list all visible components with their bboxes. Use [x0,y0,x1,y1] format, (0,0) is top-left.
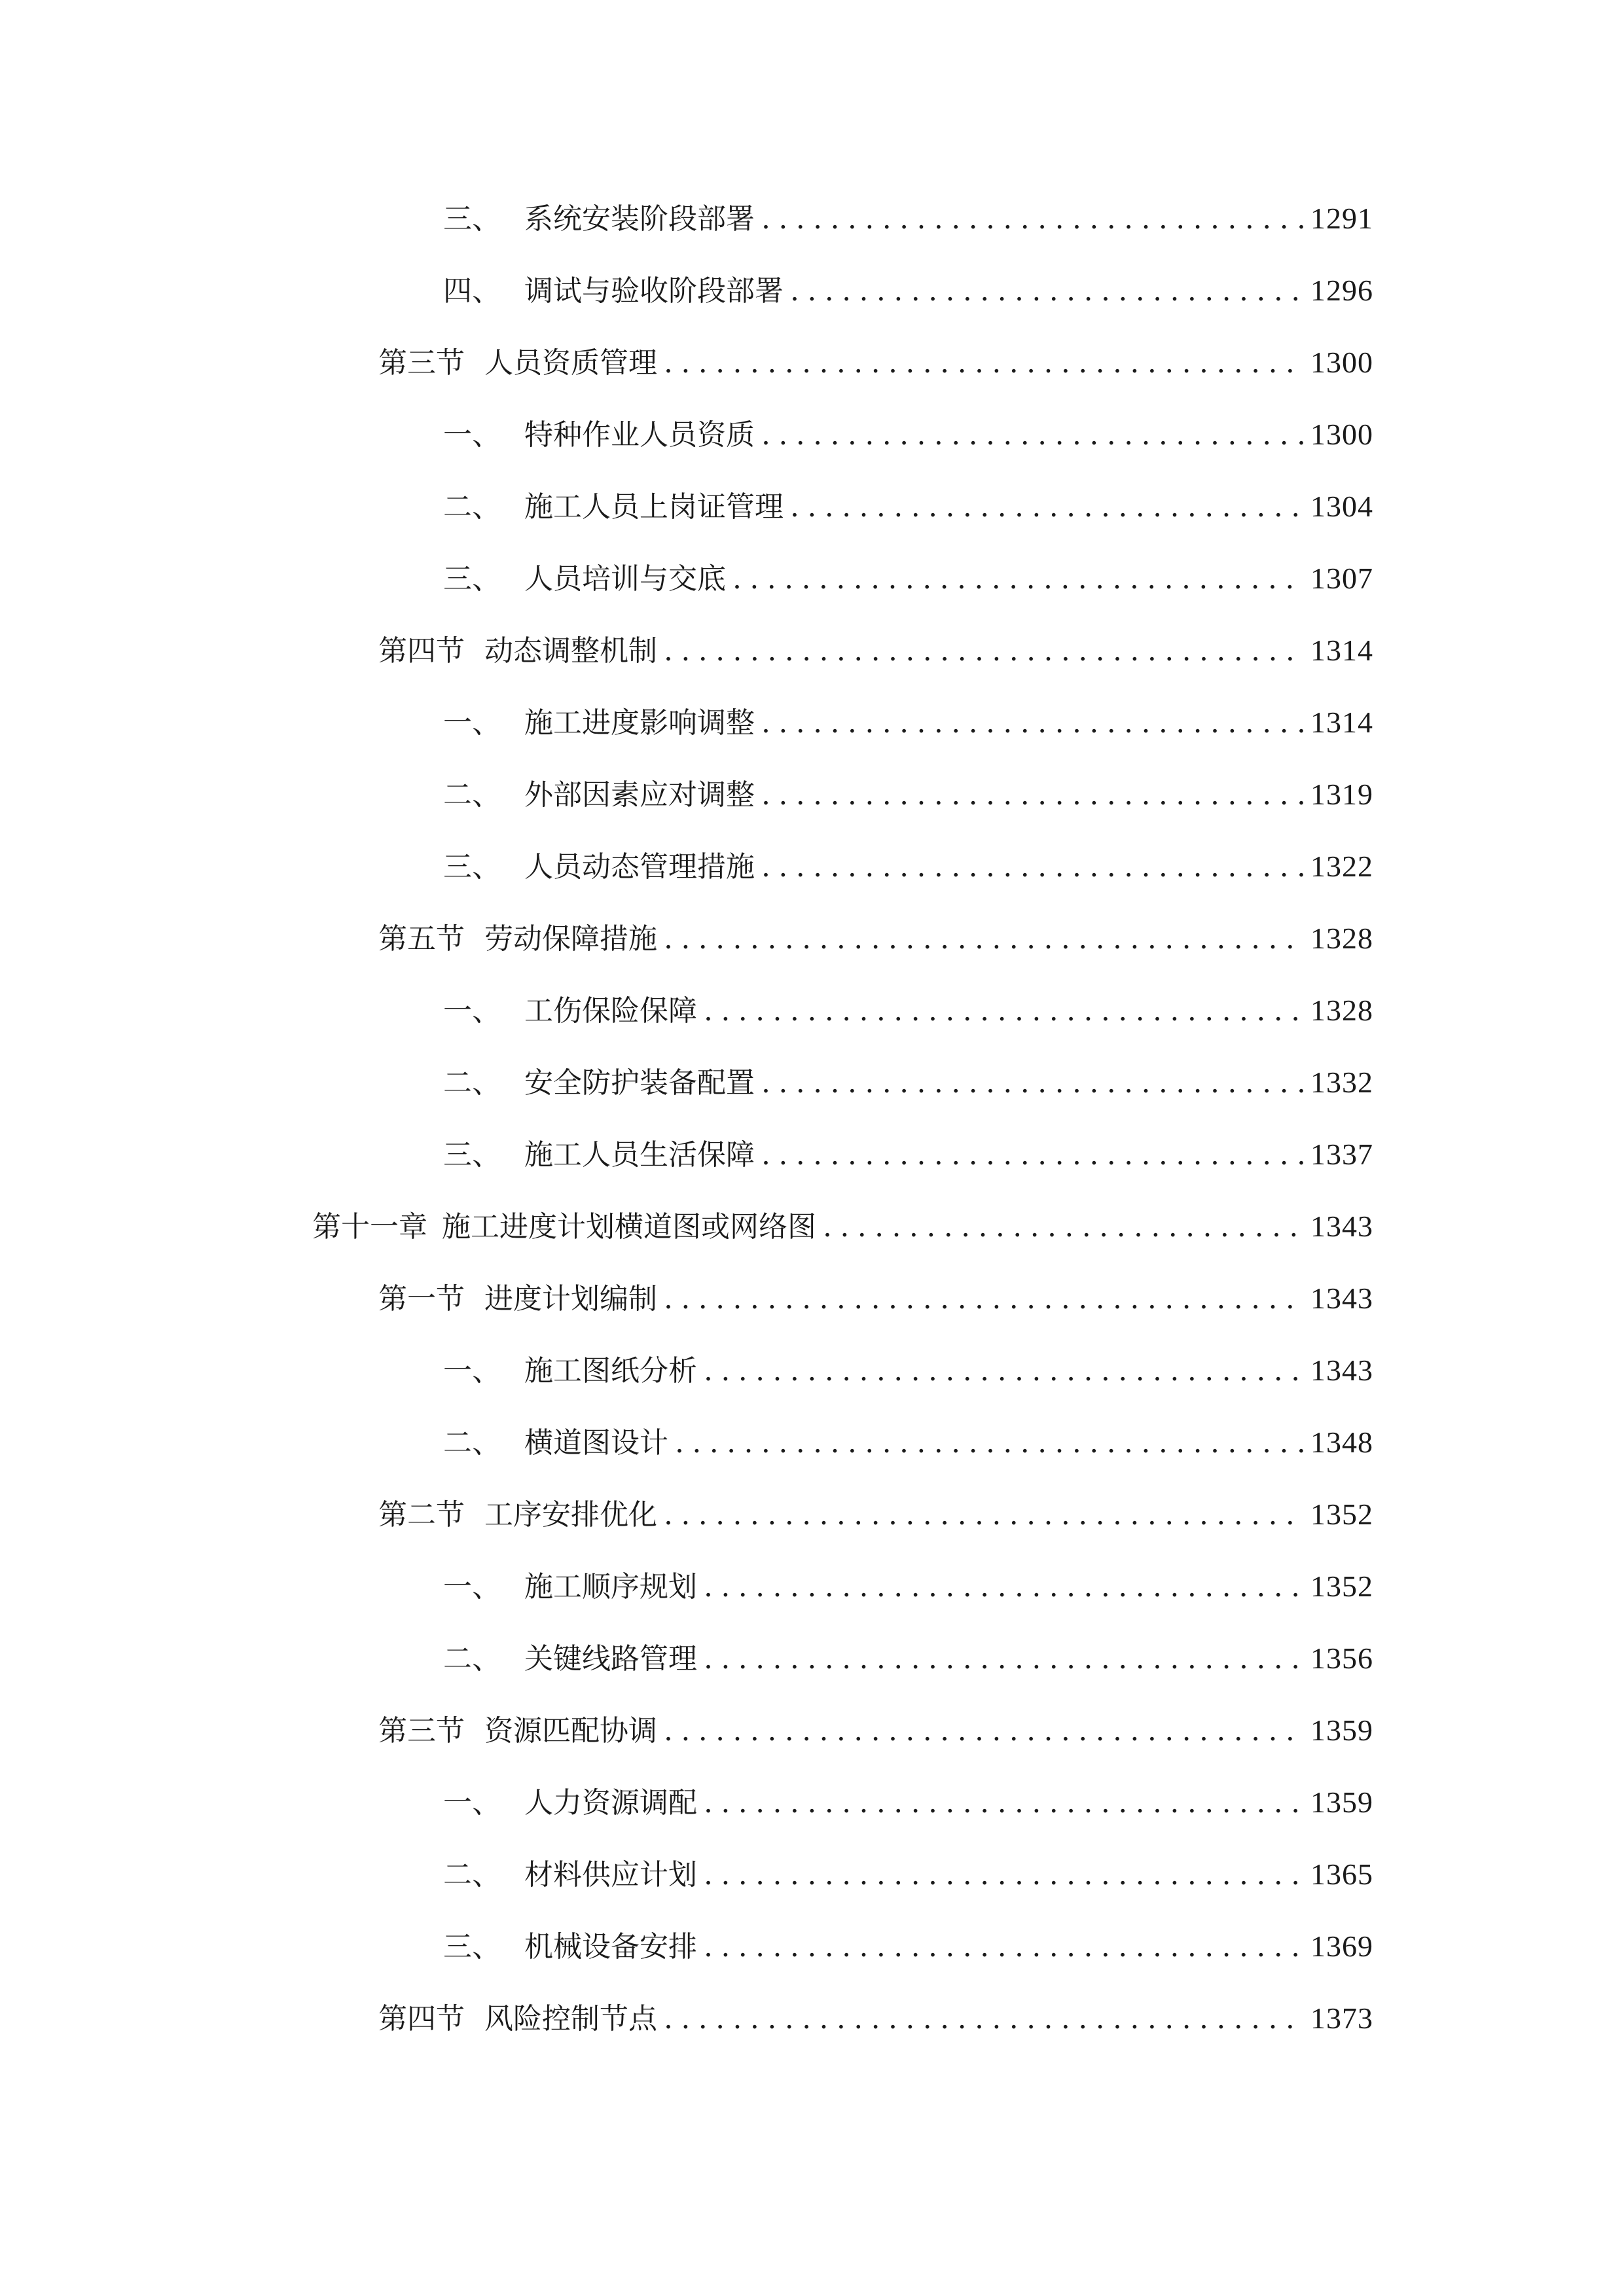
toc-entry[interactable] [378,916,1373,961]
dot-leader [761,700,1304,746]
entry-number: 二、 [443,1066,501,1100]
entry-number: 一、 [443,706,501,740]
entry-number: 三、 [443,850,501,884]
entry-number: 三、 [443,202,501,236]
entry-page-number: 1369 [1310,1929,1373,1963]
dot-leader [664,340,1304,386]
dot-leader [664,1492,1304,1538]
toc-entry[interactable] [443,1420,1373,1465]
entry-number: 第二节 [378,1498,465,1532]
entry-page-number: 1373 [1310,2001,1373,2035]
entry-title: 特种作业人员资质 [524,418,755,452]
entry-number: 一、 [443,418,501,452]
entry-page-number: 1304 [1310,490,1373,523]
entry-number: 第十一章 [312,1210,427,1244]
dot-leader [704,1564,1304,1610]
entry-page-number: 1343 [1310,1354,1373,1387]
entry-title: 进度计划编制 [484,1282,657,1316]
entry-number: 第三节 [378,1714,465,1748]
dot-leader [761,1132,1304,1178]
dot-leader [664,916,1304,962]
entry-title: 施工顺序规划 [524,1570,697,1604]
dot-leader [704,1348,1304,1394]
toc-entry[interactable] [443,700,1373,745]
entry-number: 第一节 [378,1282,465,1316]
entry-page-number: 1319 [1310,778,1373,811]
entry-page-number: 1365 [1310,1857,1373,1891]
entry-title: 施工人员上岗证管理 [524,490,784,524]
entry-title: 机械设备安排 [524,1930,697,1964]
toc-entry[interactable] [378,1276,1373,1321]
dot-leader [704,1780,1304,1826]
entry-number: 一、 [443,1354,501,1388]
entry-title: 施工人员生活保障 [524,1138,755,1172]
toc-entry[interactable] [443,412,1373,457]
toc-entry[interactable] [443,1132,1373,1177]
toc-entry[interactable] [312,1204,1373,1249]
entry-page-number: 1348 [1310,1426,1373,1459]
entry-page-number: 1296 [1310,274,1373,307]
entry-title: 横道图设计 [524,1426,668,1460]
entry-page-number: 1300 [1310,418,1373,451]
entry-title: 施工进度计划横道图或网络图 [442,1210,816,1244]
toc-entry[interactable] [443,1780,1373,1825]
toc-entry[interactable] [443,1924,1373,1969]
toc-entry[interactable] [378,628,1373,673]
dot-leader [761,772,1304,818]
toc-entry[interactable] [443,484,1373,529]
entry-page-number: 1291 [1310,202,1373,235]
entry-page-number: 1359 [1310,1713,1373,1747]
toc-entry[interactable] [443,268,1373,314]
entry-number: 一、 [443,1570,501,1604]
dot-leader [664,1996,1304,2042]
entry-page-number: 1300 [1310,346,1373,379]
toc-entry[interactable] [378,340,1373,386]
entry-page-number: 1337 [1310,1138,1373,1171]
entry-page-number: 1307 [1310,562,1373,595]
entry-number: 三、 [443,562,501,596]
entry-page-number: 1328 [1310,994,1373,1027]
entry-page-number: 1356 [1310,1641,1373,1675]
entry-page-number: 1359 [1310,1785,1373,1819]
dot-leader [664,628,1304,674]
entry-title: 施工进度影响调整 [524,706,755,740]
toc-entry[interactable] [443,988,1373,1033]
dot-leader [704,1852,1304,1898]
dot-leader [761,1060,1304,1106]
dot-leader [704,1636,1304,1682]
entry-title: 关键线路管理 [524,1642,697,1676]
entry-title: 外部因素应对调整 [524,778,755,812]
entry-number: 第五节 [378,922,465,956]
entry-title: 施工图纸分析 [524,1354,697,1388]
toc-entry[interactable] [378,1708,1373,1753]
dot-leader [732,556,1304,602]
dot-leader [664,1708,1304,1754]
dot-leader [761,844,1304,890]
entry-number: 一、 [443,994,501,1028]
entry-number: 四、 [443,274,501,308]
entry-title: 风险控制节点 [484,2002,657,2036]
entry-page-number: 1322 [1310,850,1373,883]
toc-entry[interactable] [443,844,1373,889]
entry-page-number: 1328 [1310,922,1373,955]
dot-leader [761,412,1304,458]
entry-title: 人员动态管理措施 [524,850,755,884]
entry-title: 工序安排优化 [484,1498,657,1532]
entry-number: 二、 [443,1426,501,1460]
dot-leader [761,196,1304,242]
entry-title: 安全防护装备配置 [524,1066,755,1100]
entry-page-number: 1314 [1310,706,1373,739]
toc-entry[interactable] [378,1492,1373,1537]
entry-title: 人力资源调配 [524,1786,697,1820]
dot-leader [790,484,1304,530]
toc-entry[interactable] [443,196,1373,242]
entry-title: 工伤保险保障 [524,994,697,1028]
entry-number: 一、 [443,1786,501,1820]
entry-number: 第三节 [378,346,465,380]
toc-entry[interactable] [378,1996,1373,2041]
entry-title: 人员培训与交底 [524,562,726,596]
entry-page-number: 1352 [1310,1570,1373,1603]
dot-leader [675,1420,1304,1466]
toc-entry[interactable] [443,1060,1373,1105]
entry-title: 人员资质管理 [484,346,657,380]
entry-number: 第四节 [378,2002,465,2036]
entry-number: 二、 [443,778,501,812]
entry-title: 调试与验收阶段部署 [524,274,784,308]
entry-page-number: 1352 [1310,1498,1373,1531]
entry-number: 二、 [443,1858,501,1892]
entry-page-number: 1314 [1310,634,1373,667]
dot-leader [823,1204,1304,1250]
entry-title: 资源匹配协调 [484,1714,657,1748]
dot-leader [790,268,1304,314]
entry-title: 劳动保障措施 [484,922,657,956]
entry-page-number: 1343 [1310,1282,1373,1315]
dot-leader [664,1276,1304,1322]
entry-title: 材料供应计划 [524,1858,697,1892]
toc-entry[interactable] [443,1348,1373,1393]
entry-number: 三、 [443,1138,501,1172]
toc-entry[interactable] [443,1564,1373,1609]
entry-page-number: 1343 [1310,1210,1373,1243]
dot-leader [704,1924,1304,1970]
dot-leader [704,988,1304,1034]
entry-number: 二、 [443,1642,501,1676]
entry-title: 动态调整机制 [484,634,657,668]
toc-entry[interactable] [443,772,1373,817]
entry-page-number: 1332 [1310,1066,1373,1099]
entry-number: 二、 [443,490,501,524]
toc-entry[interactable] [443,1636,1373,1681]
entry-number: 第四节 [378,634,465,668]
toc-entry[interactable] [443,556,1373,601]
entry-number: 三、 [443,1930,501,1964]
toc-entry[interactable] [443,1852,1373,1897]
entry-title: 系统安装阶段部署 [524,202,755,236]
